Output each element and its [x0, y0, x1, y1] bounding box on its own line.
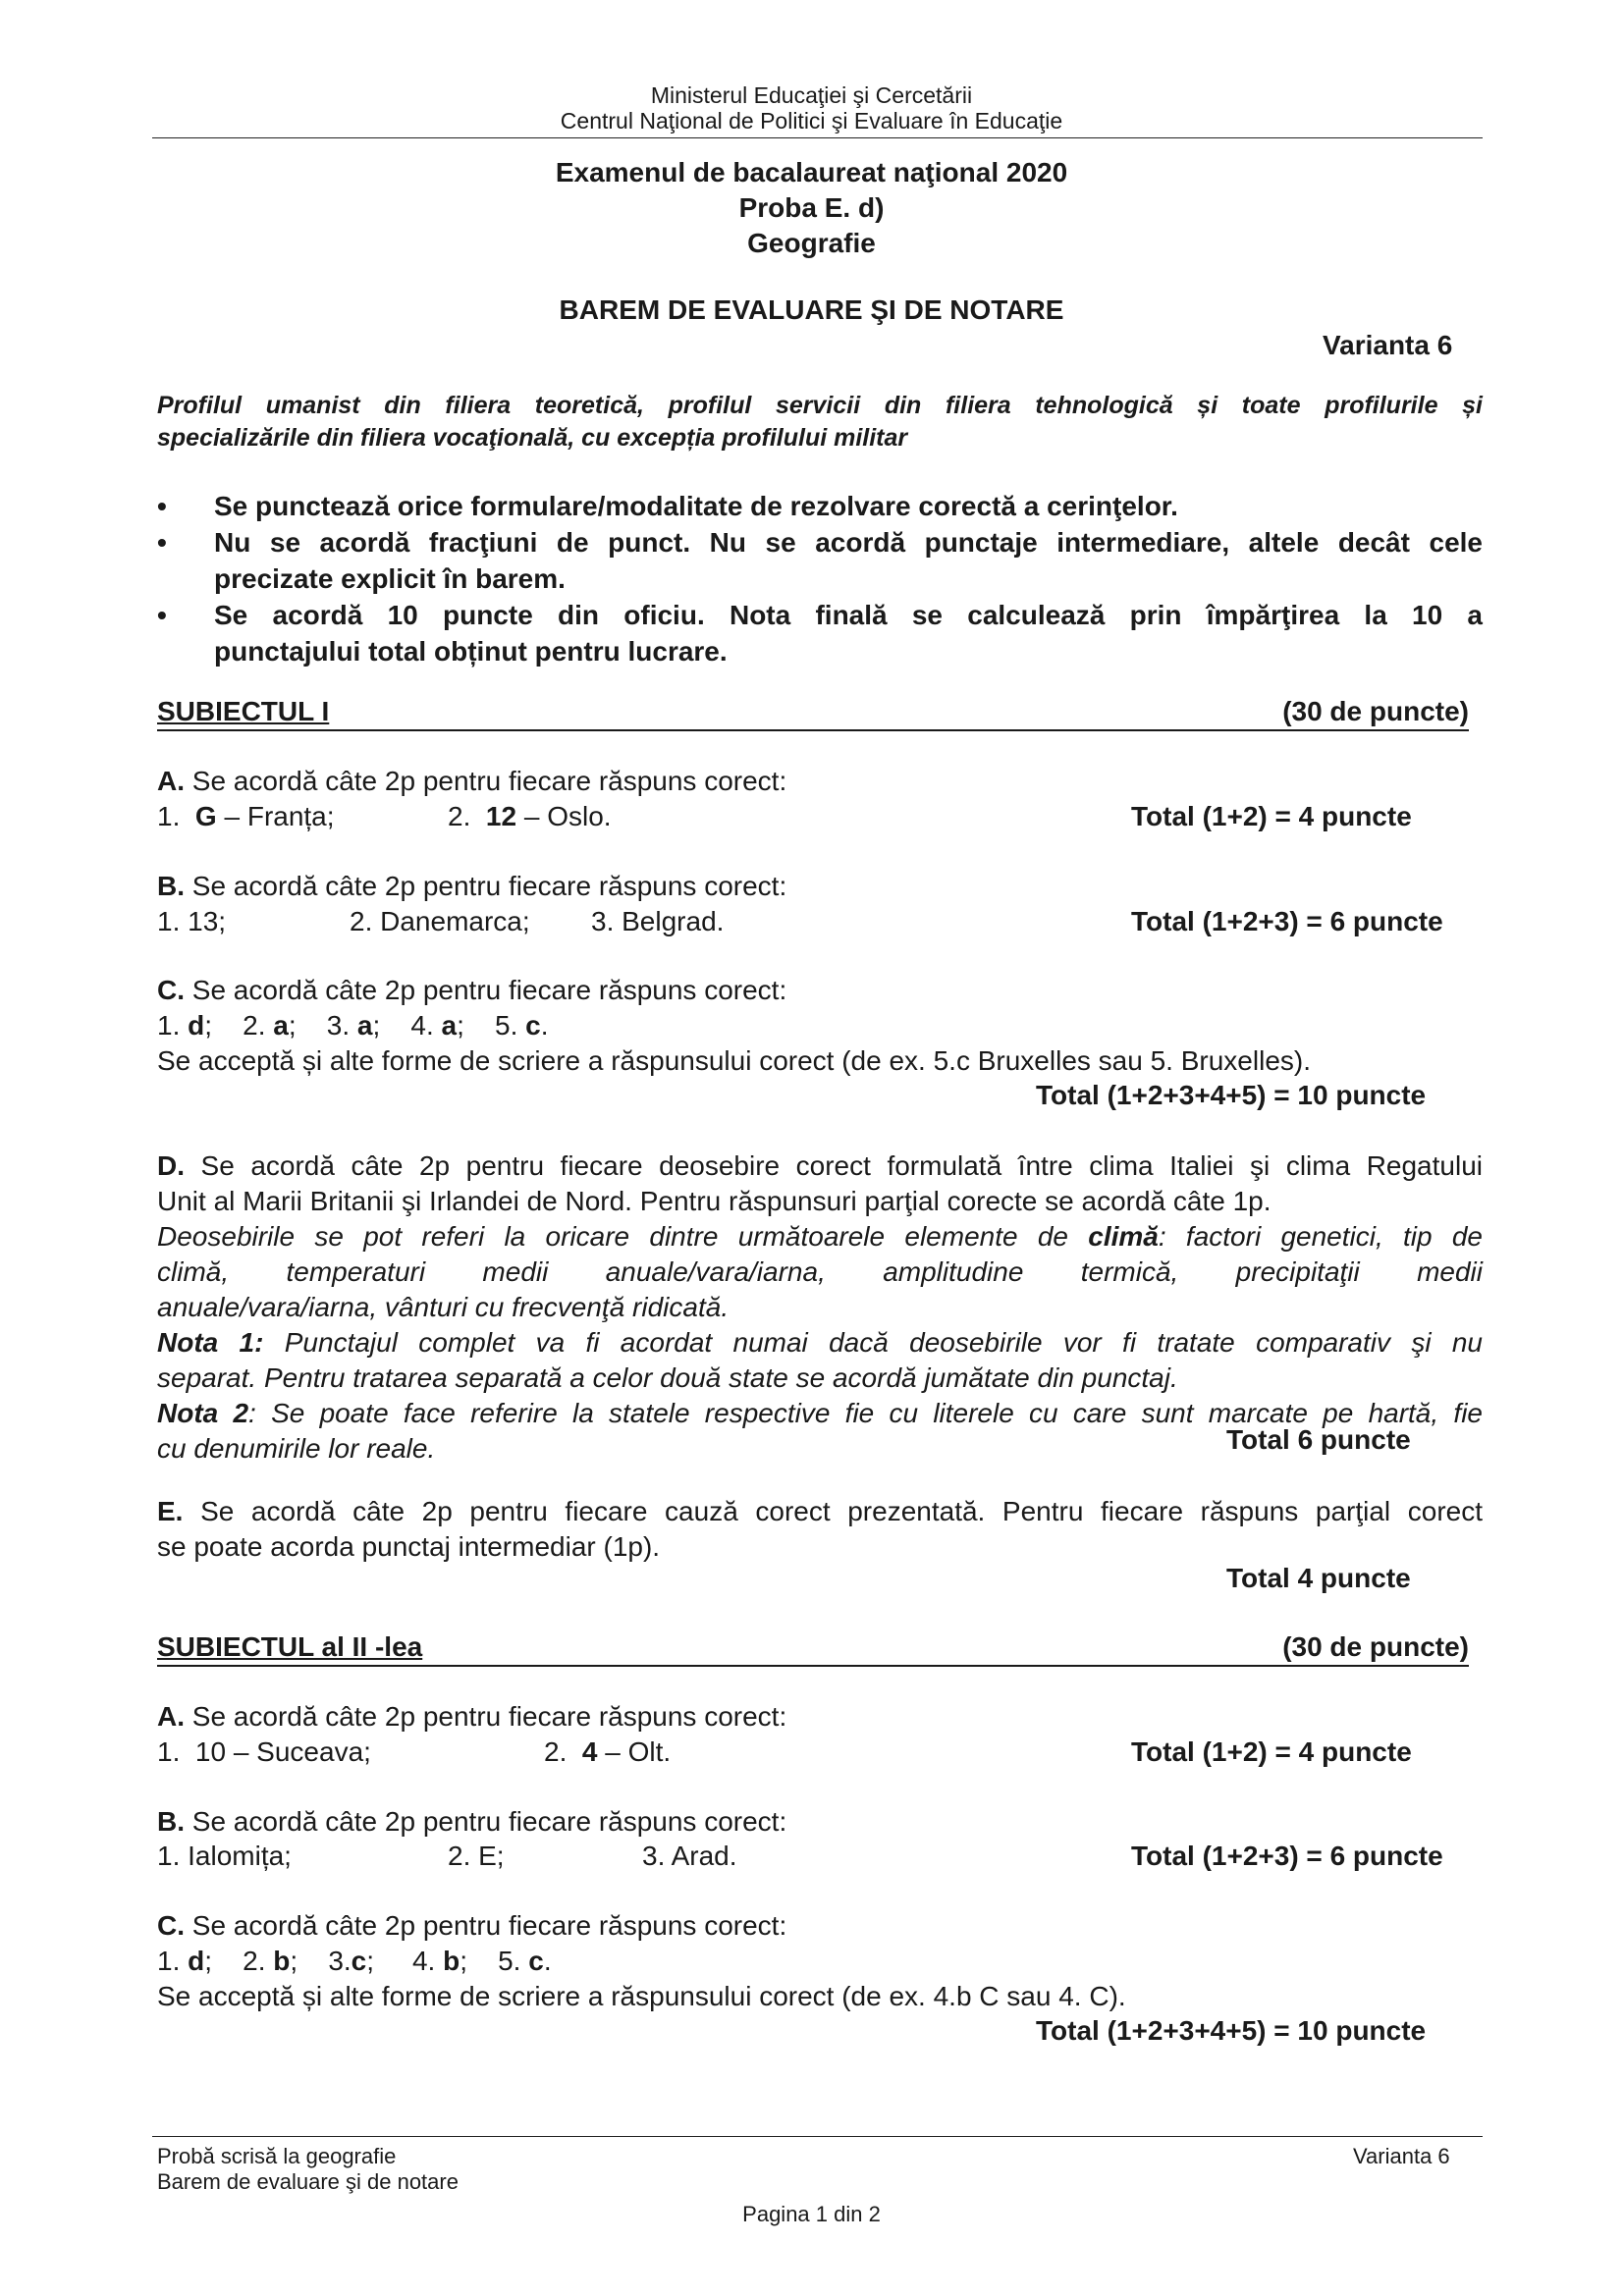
answer-text: – Olt. — [597, 1736, 672, 1767]
item-intro: Se acordă câte 2p pentru fiecare răspuns corect: — [185, 1806, 787, 1837]
s2-c-total: Total (1+2+3+4+5) = 10 puncte — [1036, 2015, 1427, 2046]
s2-a-intro — [157, 1701, 786, 1733]
answer-item: 1. d; — [157, 1946, 213, 1976]
s1-e-block — [157, 1494, 1483, 1565]
s1-a-answer-2 — [448, 801, 612, 832]
text-line: Nota 2: Se poate face referire la statele respective fie cu literele cu care sunt marcate pe hartă, fie — [157, 1398, 1483, 1428]
exam-title: Examenul de bacalaureat naţional 2020 — [555, 157, 1068, 187]
text-line: Deosebirile se pot referi la oricare dintre următoarele elemente de climă: factori genetici, tip de — [157, 1221, 1484, 1252]
subiect1-points: (30 de puncte) — [1282, 696, 1469, 726]
rule-line: Se punctează orice formulare/modalitate de rezolvare corectă a cerinţelor. — [214, 491, 1178, 521]
item-letter: C. — [157, 1910, 185, 1941]
item-letter: A. — [157, 1701, 185, 1732]
item-intro: Se acordă câte 2p pentru fiecare răspuns corect: — [185, 1910, 787, 1941]
s2-a-total: Total (1+2) = 4 puncte — [1131, 1736, 1412, 1767]
item-intro: Se acordă câte 2p pentru fiecare răspuns corect: — [185, 871, 787, 901]
item-intro: Se acordă câte 2p pentru fiecare răspuns corect: — [185, 1701, 787, 1732]
answer-num: 1. — [157, 801, 181, 831]
item-letter: B. — [157, 871, 185, 901]
s1-d-block — [157, 1148, 1483, 1467]
answer-item: 1. d; — [157, 1010, 213, 1041]
answer-item: 5. c. — [498, 1946, 552, 1976]
subiect1-heading — [157, 696, 1469, 731]
answer-key: 12 — [485, 801, 517, 831]
s1-b-intro — [157, 871, 786, 902]
text-line: D. Se acordă câte 2p pentru fiecare deosebire corect formulată între clima Italiei şi clima Regatului — [157, 1150, 1483, 1181]
s2-c-answers — [157, 1946, 552, 1977]
s1-c-intro — [157, 975, 786, 1006]
text-line: Unit al Marii Britanii şi Irlandei de Nord. Pentru răspunsuri parţial corecte se acordă câte 1p. — [157, 1186, 1271, 1216]
text-line: Nota 1: Punctajul complet va fi acordat numai dacă deosebirile vor fi tratate comparativ şi nu — [157, 1327, 1483, 1358]
s1-a-intro — [157, 766, 786, 797]
variant-label: Varianta 6 — [1323, 330, 1453, 360]
footer-rule — [152, 2136, 1483, 2137]
answer-text: – Oslo. — [516, 801, 612, 831]
s2-a-answer-1: 1. 10 – Suceava; — [157, 1736, 371, 1767]
rule-item — [157, 597, 1483, 669]
answer-item: 3. a; — [326, 1010, 381, 1041]
barem-title: BAREM DE EVALUARE ŞI DE NOTARE — [559, 294, 1064, 325]
bullet-icon: • — [157, 600, 167, 630]
s2-c-intro — [157, 1910, 786, 1942]
answer-item: 4. a; — [410, 1010, 464, 1041]
page-number: Pagina 1 din 2 — [742, 2202, 881, 2226]
s1-c-answers — [157, 1010, 549, 1041]
text-line: cu denumirile lor reale. — [157, 1433, 436, 1464]
s2-b-answer-3: 3. Arad. — [642, 1841, 737, 1871]
text-line: climă, temperaturi medii anuale/vara/iarna, amplitudine termică, precipitaţii medii — [157, 1256, 1483, 1287]
bullet-icon: • — [157, 491, 167, 521]
rule-line: Se acordă 10 puncte din oficiu. Nota finală se calculează prin împărţirea la 10 a — [214, 600, 1483, 630]
item-intro: Se acordă câte 2p pentru fiecare răspuns corect: — [185, 975, 787, 1005]
rule-line: punctajului total obținut pentru lucrare. — [214, 636, 728, 667]
answer-num: 2. — [544, 1736, 568, 1767]
answer-item: 2. b; — [243, 1946, 298, 1976]
subiect2-title: SUBIECTUL al II -lea — [157, 1631, 423, 1662]
text-line: E. Se acordă câte 2p pentru fiecare cauză corect prezentată. Pentru fiecare răspuns parţial corect — [157, 1496, 1483, 1526]
text-line: anuale/vara/iarna, vânturi cu frecvenţă ridicată. — [157, 1292, 730, 1322]
s1-d-total: Total 6 puncte — [1226, 1424, 1411, 1455]
ministry-header: Ministerul Educaţiei şi Cercetării — [650, 82, 973, 108]
s1-a-total: Total (1+2) = 4 puncte — [1131, 801, 1412, 831]
header-rule — [152, 137, 1483, 138]
item-letter: B. — [157, 1806, 185, 1837]
rules-list — [157, 488, 1483, 669]
subject-title: Geografie — [747, 228, 876, 258]
center-header: Centrul Naţional de Politici şi Evaluare în Educaţie — [560, 108, 1063, 133]
text-line: se poate acorda punctaj intermediar (1p). — [157, 1531, 661, 1562]
subiect2-points: (30 de puncte) — [1282, 1631, 1469, 1662]
answer-item: 2. a; — [243, 1010, 297, 1041]
rule-line: precizate explicit în barem. — [214, 563, 566, 594]
footer-variant: Varianta 6 — [1353, 2144, 1450, 2168]
s1-c-total: Total (1+2+3+4+5) = 10 puncte — [1036, 1080, 1427, 1110]
item-letter: A. — [157, 766, 185, 796]
s1-b-answer-3: 3. Belgrad. — [591, 906, 725, 936]
rule-item — [157, 524, 1483, 597]
s1-b-answer-1: 1. 13; — [157, 906, 227, 936]
s2-b-intro — [157, 1806, 786, 1838]
s2-b-answer-2: 2. E; — [448, 1841, 505, 1871]
answer-item: 3.c; — [328, 1946, 375, 1976]
s2-b-total: Total (1+2+3) = 6 puncte — [1131, 1841, 1443, 1871]
answer-text: – Franța; — [216, 801, 335, 831]
answer-key: 4 — [581, 1736, 598, 1767]
profile-line: Profilul umanist din filiera teoretică, profilul servicii din filiera tehnologică și toate profilurile și — [157, 392, 1483, 419]
s1-b-answer-2: 2. Danemarca; — [350, 906, 530, 936]
s1-e-total: Total 4 puncte — [1226, 1563, 1411, 1593]
answer-num: 2. — [448, 801, 471, 831]
s2-b-answer-1: 1. Ialomița; — [157, 1841, 292, 1871]
item-intro: Se acordă câte 2p pentru fiecare răspuns corect: — [185, 766, 787, 796]
answer-item: 4. b; — [411, 1946, 467, 1976]
subiect2-heading — [157, 1631, 1469, 1667]
rule-line: Nu se acordă fracţiuni de punct. Nu se acordă punctaje intermediare, altele decât cele — [214, 527, 1483, 558]
s1-c-note: Se acceptă și alte forme de scriere a răspunsului corect (de ex. 5.c Bruxelles sau 5. Bruxelles). — [157, 1045, 1311, 1076]
s2-c-note: Se acceptă și alte forme de scriere a răspunsului corect (de ex. 4.b C sau 4. C). — [157, 1981, 1126, 2011]
proba-title: Proba E. d) — [738, 192, 885, 223]
s2-a-answer-2 — [544, 1736, 671, 1768]
footer-left-2: Barem de evaluare şi de notare — [157, 2169, 459, 2194]
bullet-icon: • — [157, 527, 167, 558]
answer-key: G — [194, 801, 217, 831]
profile-text — [157, 390, 1483, 454]
item-letter: C. — [157, 975, 185, 1005]
text-line: separat. Pentru tratarea separată a celor două state se acordă jumătate din punctaj. — [157, 1362, 1178, 1393]
answer-item: 5. c. — [495, 1010, 549, 1041]
subiect1-title: SUBIECTUL I — [157, 696, 330, 726]
rule-item — [157, 488, 1483, 524]
profile-line: specializările din filiera vocaţională, cu excepția profilului militar — [157, 424, 908, 452]
footer-left-1: Probă scrisă la geografie — [157, 2144, 397, 2168]
s1-b-total: Total (1+2+3) = 6 puncte — [1131, 906, 1443, 936]
s1-a-answer-1 — [157, 801, 335, 832]
